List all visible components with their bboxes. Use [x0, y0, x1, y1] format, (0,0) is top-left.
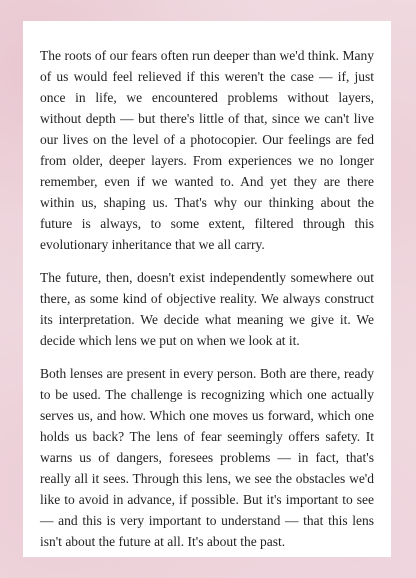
- paragraph-1: The roots of our fears often run deeper than we'd think. Many of us would feel relieved if this weren't the case — if, just once in life, we encountered problems without layers, without depth — but there's little of that, since we can't live our lives on the level of a photocopier. Our feelings are fed from older, deeper layers. From experiences we no longer remember, even if we wanted to. And yet they are there within us, shaping us. That's why our thinking about the future is always, to some extent, filtered through this evolutionary inheritance that we all carry.: [40, 48, 374, 252]
- paragraph-2: The future, then, doesn't exist independently somewhere out there, as some kind of objective reality. We always construct its interpretation. We decide what meaning we give it. We decide which lens we put on when we look at it.: [40, 270, 374, 348]
- paragraph-3: Both lenses are present in every person. Both are there, ready to be used. The challenge is recognizing which one actually serves us, and how. Which one moves us forward, which one holds us back? The lens of fear seemingly offers safety. It warns us of dangers, foresees problems — in fact, that's really all it sees. Through this lens, we see the obstacles we'd like to avoid in advance, if possible. But it's important to see — and this is very important to understand — that this lens isn't about the future at all. It's about the past.: [40, 366, 374, 549]
- text-page: [23, 21, 391, 557]
